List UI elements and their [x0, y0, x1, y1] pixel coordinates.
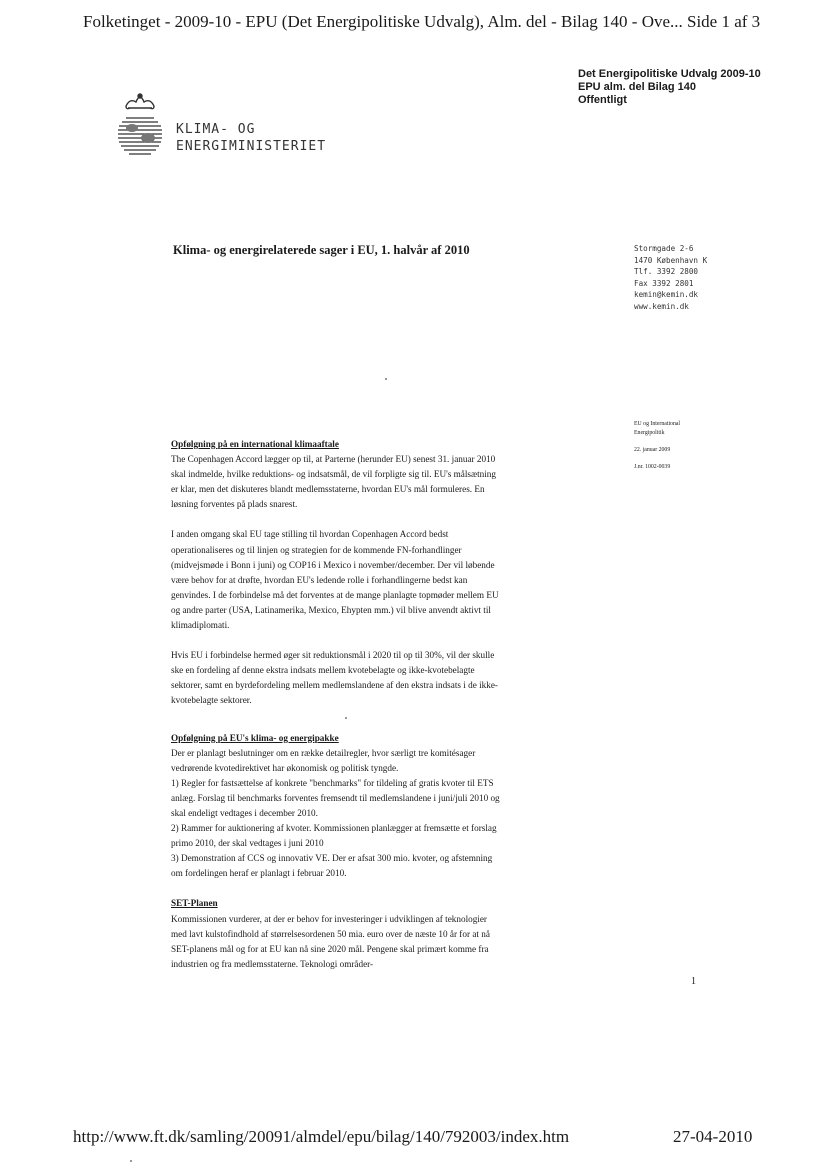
print-header-page-indicator: Side 1 af 3	[687, 12, 761, 31]
meta-date: 22. januar 2009	[634, 447, 671, 453]
address-city: 1470 København K	[634, 255, 708, 265]
footer-url: http://www.ft.dk/samling/20091/almdel/epu/bilag/140/792003/index.htm	[73, 1127, 570, 1146]
scan-speck	[385, 378, 387, 380]
scan-speck	[345, 717, 347, 719]
paragraph: Der er planlagt beslutninger om en række detailregler, hvor særligt tre komitésager vedrørende kvotedirektivet har økonomisk og politisk tyngde.	[171, 747, 476, 773]
paragraph: The Copenhagen Accord lægger op til, at Parterne (herunder EU) senest 31. januar 2010 skal indmelde, hvilke reduktions- og indsatsmål, de vil forpligte sig til. EU's målsætning er klar, men det diskuteres blandt medlemsstaterne, hvordan EU's mål formuleres. En løsning forventes på plads snarest.	[171, 454, 496, 510]
address-phone: Tlf. 3392 2800	[634, 267, 699, 276]
meta-department-1: EU og International	[634, 421, 681, 427]
list-item: 3) Demonstration af CCS og innovativ VE. Der er afsat 300 mio. kvoter, og afstemning om fordelingen heraf er planlagt i februar 2010.	[171, 853, 493, 879]
section-heading-climate-energy-package: Opfølgning på EU's klima- og energipakke	[171, 732, 339, 743]
meta-department-2: Energipolitik	[634, 430, 665, 436]
paragraph: Kommissionen vurderer, at der er behov for investeringer i udviklingen af teknologier med lavt kulstofindhold af størrelsesordenen 50 mia. euro over de næste 10 år for at nå SET-planens mål og for at EU kan nå sine 2020 mål. Pengene skal primært komme fra industrien og fra medlemsstaterne. Teknologi områder-	[171, 913, 490, 969]
section-heading-set-plan: SET-Planen	[171, 898, 218, 909]
logo-line-2: ENERGIMINISTERIET	[176, 139, 327, 154]
print-header-title: Folketinget - 2009-10 - EPU (Det Energipolitiske Udvalg), Alm. del - Bilag 140 - Ove...	[83, 12, 683, 31]
document-body	[171, 437, 501, 972]
archive-stamp	[578, 68, 761, 107]
document-title: Klima- og energirelaterede sager i EU, 1. halvår af 2010	[173, 243, 470, 257]
paragraph: Hvis EU i forbindelse hermed øger sit reduktionsmål i 2020 til op til 30%, vil der skulle ske en fordeling af denne ekstra indsats mellem kvotebelagte og ikke-kvotebelagte sektorer, samt en byrdefordeling mellem medlemslandene af den ekstra indsats i de ikke-kvotebelagte sektorer.	[171, 650, 498, 706]
address-fax: Fax 3392 2801	[634, 278, 694, 288]
scan-speck	[130, 1160, 132, 1162]
page-number: 1	[691, 976, 696, 987]
stamp-line-bilag: EPU alm. del Bilag 140	[578, 81, 696, 93]
address-web: www.kemin.dk	[634, 301, 689, 311]
section-heading-climate-agreement: Opfølgning på en international klimaaftale	[171, 439, 339, 449]
stamp-line-status: Offentligt	[578, 94, 627, 106]
stamp-line-committee: Det Energipolitiske Udvalg 2009-10	[578, 68, 761, 80]
address-street: Stormgade 2-6	[634, 244, 694, 253]
footer-date: 27-04-2010	[673, 1127, 753, 1146]
list-item: 1) Regler for fastsættelse af konkrete "benchmarks" for tildeling af gratis kvoter til ETS anlæg. Forslag til benchmarks forventes fremsendt til medlemslandene i juni/juli 2010 og skal endeligt vedtages i december 2010.	[171, 777, 500, 818]
meta-journal-number: J.nr. 1002-0039	[634, 464, 671, 470]
ministry-address	[634, 243, 707, 312]
list-item: 2) Rammer for auktionering af kvoter. Kommissionen planlægger at fremsætte et forslag primo 2010, der skal vedtages i juni 2010	[171, 823, 497, 849]
paragraph: I anden omgang skal EU tage stilling til hvordan Copenhagen Accord bedst operationaliseres og til linjen og strategien for de kommende FN-forhandlinger (midvejsmøde i Bonn i juni) og COP16 i Mexico i november/december. Der vil løbende være behov for at drøfte, hvordan EU's ledende rolle i forhandlingerne bedst kan genvindes. I de forbindelse må det forventes at de mange planlagte topmøder mellem EU og andre parter (USA, Latinamerika, Mexico, Ehypten mm.) vil blive anvendt aktivt til klimadiplomati.	[171, 529, 499, 631]
document-meta	[634, 420, 680, 472]
address-email: kemin@kemin.dk	[634, 290, 699, 299]
logo-line-1: KLIMA- OG	[176, 122, 256, 137]
ministry-logo-text	[176, 121, 326, 155]
